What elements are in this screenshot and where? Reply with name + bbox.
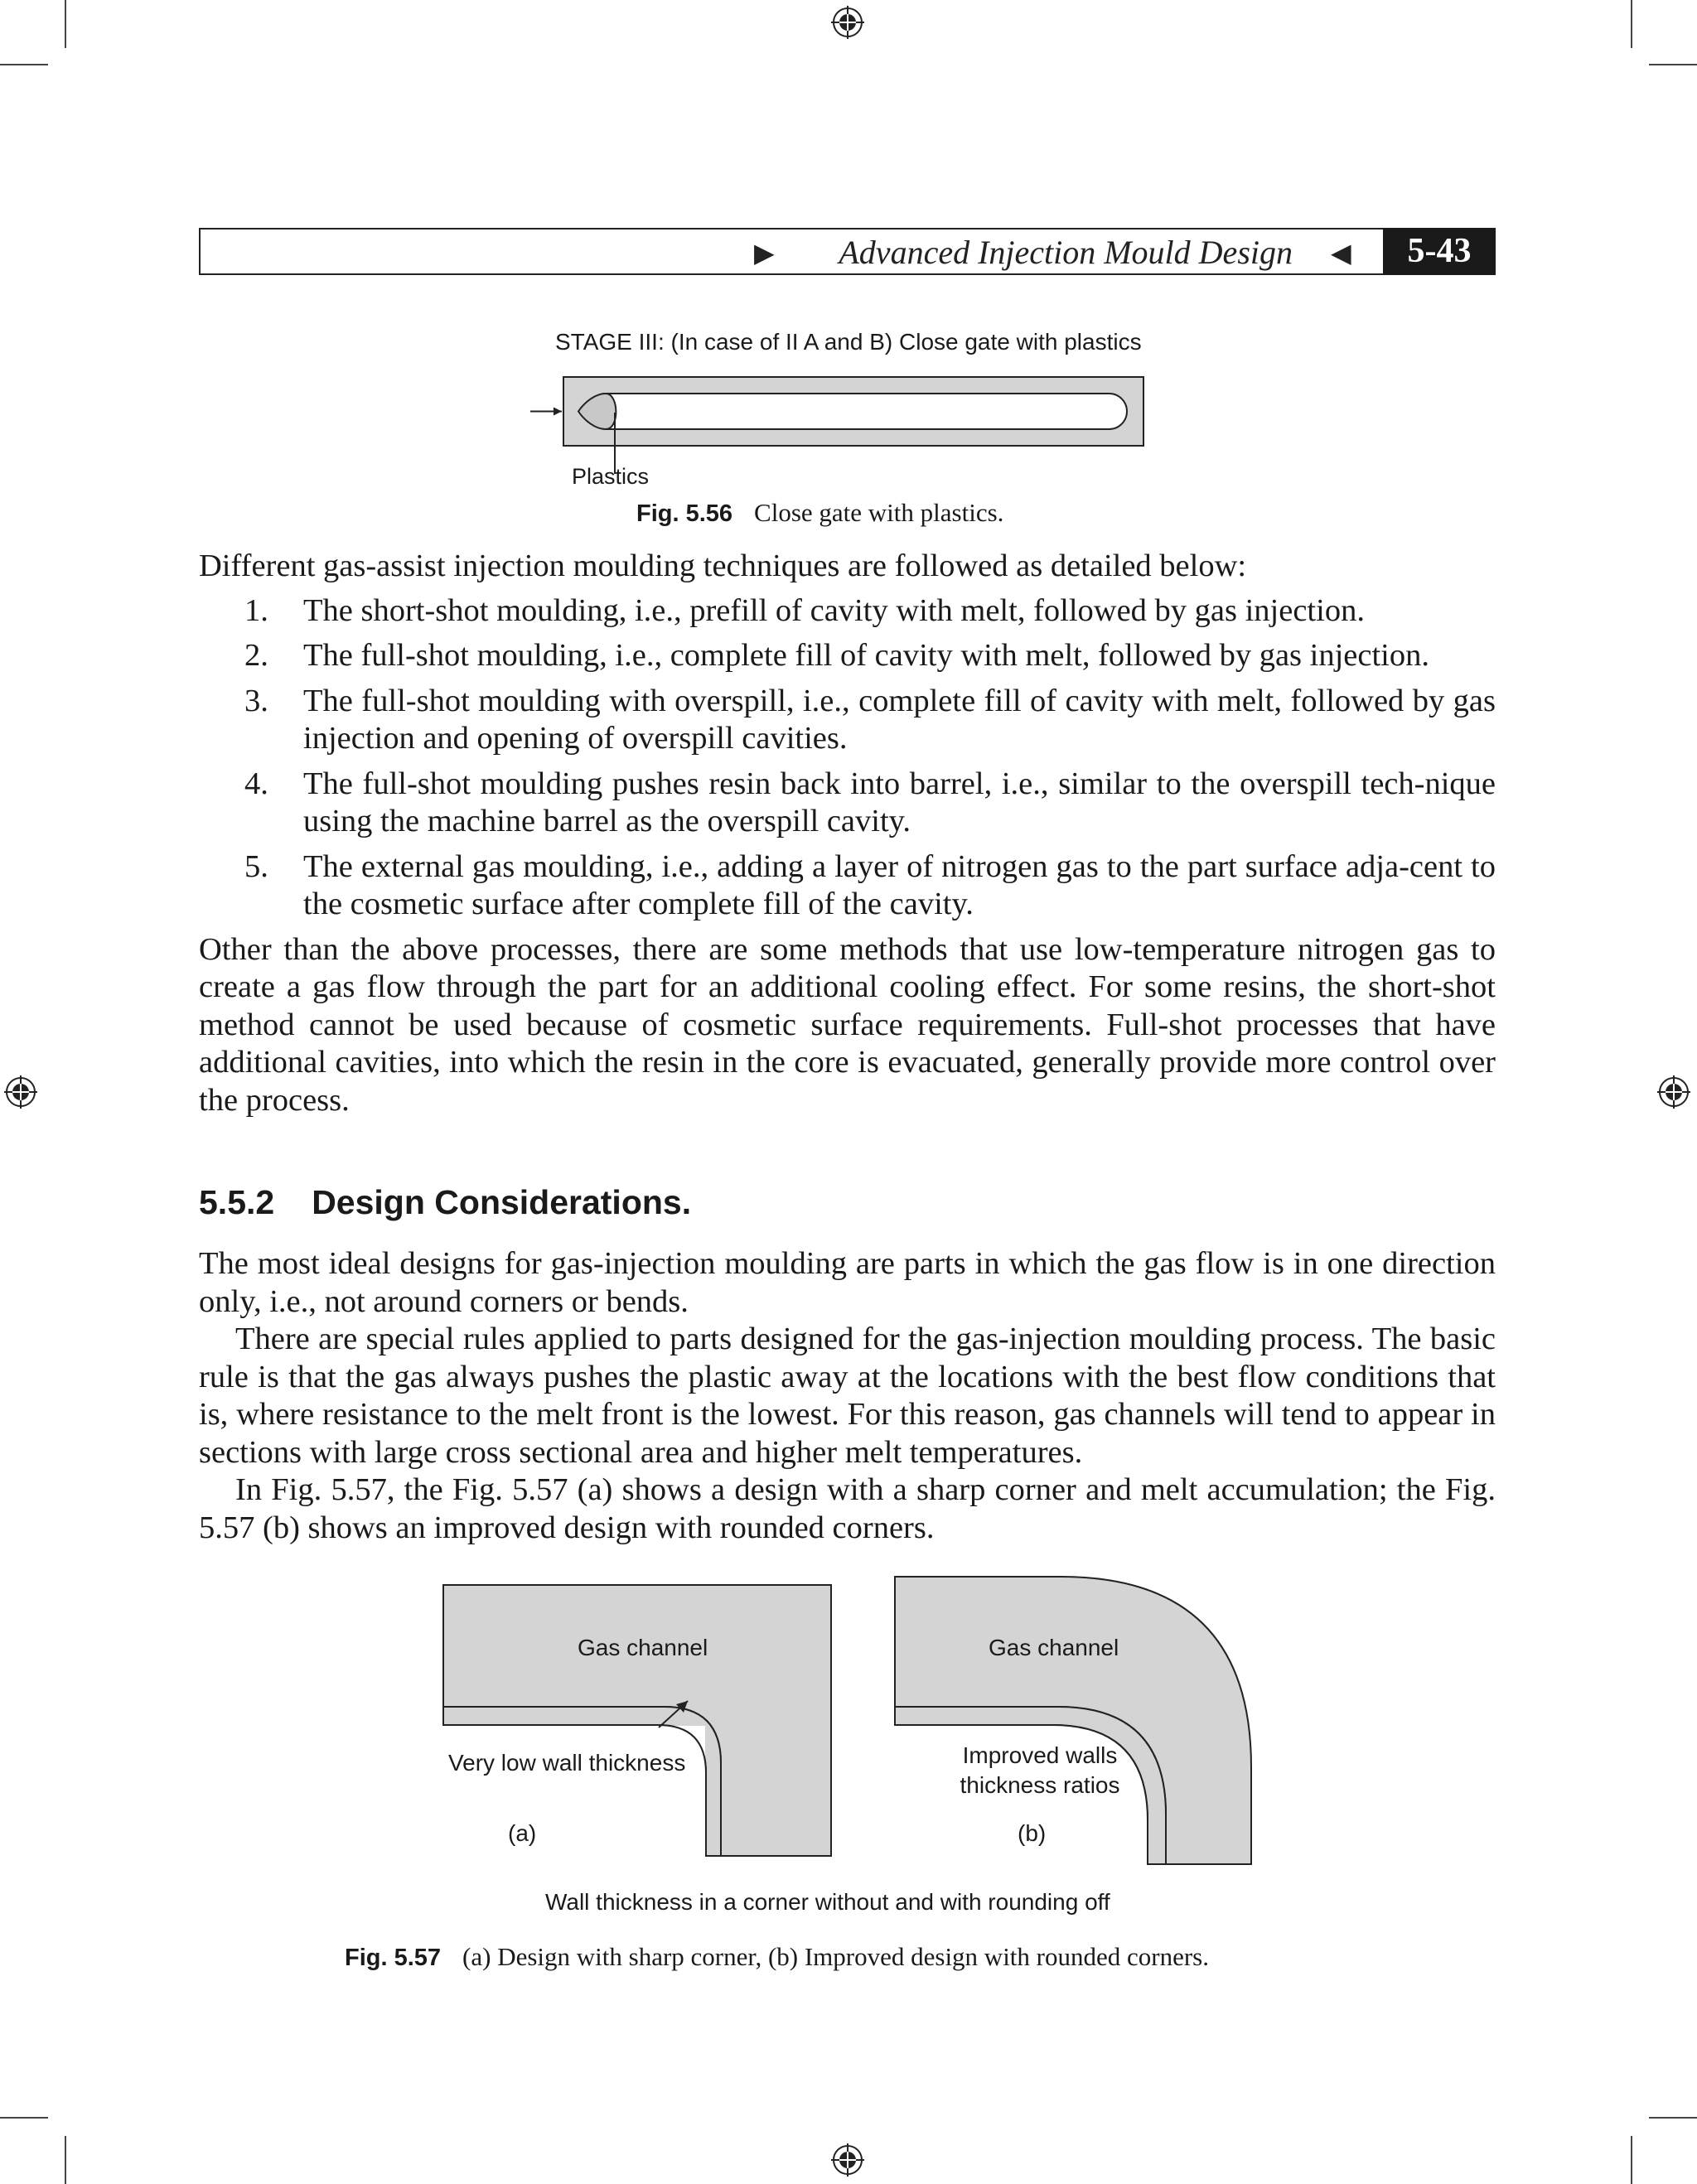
section-heading: [199, 1183, 691, 1222]
section-title: Design Considerations.: [312, 1183, 692, 1221]
figure-5-57-diagram: [431, 1570, 1259, 1877]
registration-mark-icon: [831, 6, 864, 39]
list-item: [199, 592, 1496, 631]
figure-5-56-stage-label: STAGE III: (In case of II A and B) Close gate with plastics: [555, 329, 1142, 355]
list-item-text: The full-shot moulding pushes resin back into barrel, i.e., similar to the overspill tech-nique using the machine barrel as the overspill cavity.: [303, 766, 1496, 838]
list-item: [199, 848, 1496, 924]
figure-caption-text: Close gate with plastics.: [754, 498, 1004, 527]
header-title: Advanced Injection Mould Design: [839, 234, 1293, 271]
left-gas-channel-label: Gas channel: [578, 1635, 708, 1660]
left-sub-label: (a): [508, 1820, 537, 1846]
figure-caption-label: Fig. 5.56: [636, 500, 733, 527]
techniques-list: [199, 592, 1496, 924]
paragraph: There are special rules applied to parts designed for the gas-injection moulding process. The basic rule is that the gas always pushes the plastic away at the locations with the best flow conditions that is, where resistance to the melt front is the lowest. For this reason, gas channels will tend to appear in sections with large cross sectional area and higher melt temperatures.: [199, 1322, 1496, 1470]
list-item: [199, 766, 1496, 841]
paragraph-other-methods: Other than the above processes, there are some methods that use low-temperature nitrogen gas to create a gas flow through the part for an additional cooling effect. For some resins, the short-shot method cannot be used because of cosmetic surface requirements. Full-shot processes that have additional cavities, into which the resin in the core is evacuated, generally provide more control over the process.: [199, 931, 1496, 1118]
figure-caption-label: Fig. 5.57: [345, 1945, 442, 1971]
paragraph: In Fig. 5.57, the Fig. 5.57 (a) shows a design with a sharp corner and melt accumulation; the Fig. 5.57 (b) shows an improved design with rounded corners.: [199, 1472, 1496, 1545]
list-item-text: The full-shot moulding, i.e., complete fill of cavity with melt, followed by gas injection.: [303, 638, 1429, 673]
registration-mark-icon: [1657, 1075, 1690, 1109]
crop-mark: [65, 0, 66, 48]
figure-caption-text: (a) Design with sharp corner, (b) Improved design with rounded corners.: [462, 1942, 1209, 1971]
figure-5-56-callout: Plastics: [572, 464, 650, 489]
right-gas-channel-label: Gas channel: [989, 1635, 1119, 1660]
list-item-number: 3.: [244, 683, 268, 718]
crop-mark: [0, 64, 48, 65]
list-item: [199, 637, 1496, 675]
crop-mark: [1649, 64, 1697, 65]
list-item-text: The external gas moulding, i.e., adding a layer of nitrogen gas to the part surface adja-cent to the cosmetic surface after complete fill of the cavity.: [303, 848, 1496, 921]
right-wall-label-line: Improved walls: [962, 1742, 1118, 1768]
list-item-number: 4.: [244, 766, 268, 801]
crop-mark: [65, 2136, 66, 2184]
right-wall-label-line: thickness ratios: [960, 1772, 1120, 1798]
figure-5-57-caption: [345, 1942, 1209, 1972]
paragraph: The most ideal designs for gas-injection moulding are parts in which the gas flow is in one direction only, i.e., not around corners or bends.: [199, 1246, 1496, 1319]
techniques-block: [199, 548, 1496, 1119]
registration-mark-icon: [831, 2143, 864, 2177]
triangle-right-icon: ▶: [754, 238, 775, 268]
figure-5-56-caption: [636, 498, 1003, 528]
crop-mark: [1631, 0, 1632, 48]
list-item-text: The short-shot moulding, i.e., prefill of cavity with melt, followed by gas injection.: [303, 592, 1365, 628]
crop-mark: [1649, 2117, 1697, 2119]
triangle-left-icon: ◀: [1331, 238, 1351, 268]
left-wall-label: Very low wall thickness: [448, 1750, 686, 1776]
crop-mark: [0, 2117, 48, 2119]
list-item-text: The full-shot moulding with overspill, i.e., complete fill of cavity with melt, followed by gas injection and opening of overspill cavities.: [303, 683, 1496, 756]
right-wall-label: [945, 1741, 1135, 1800]
list-item-number: 1.: [244, 592, 268, 628]
running-header: [199, 228, 1496, 275]
list-item-number: 5.: [244, 848, 268, 884]
right-sub-label: (b): [1018, 1820, 1047, 1846]
section-number: 5.5.2: [199, 1183, 275, 1221]
crop-mark: [1631, 2136, 1632, 2184]
intro-paragraph: Different gas-assist injection moulding techniques are followed as detailed below:: [199, 548, 1247, 583]
page-number: 5-43: [1383, 228, 1496, 275]
list-item-number: 2.: [244, 638, 268, 673]
registration-mark-icon: [4, 1075, 37, 1109]
figure-5-57-diagram-caption: Wall thickness in a corner without and with rounding off: [545, 1889, 1110, 1915]
list-item: [199, 683, 1496, 758]
design-considerations-block: [199, 1245, 1496, 1547]
